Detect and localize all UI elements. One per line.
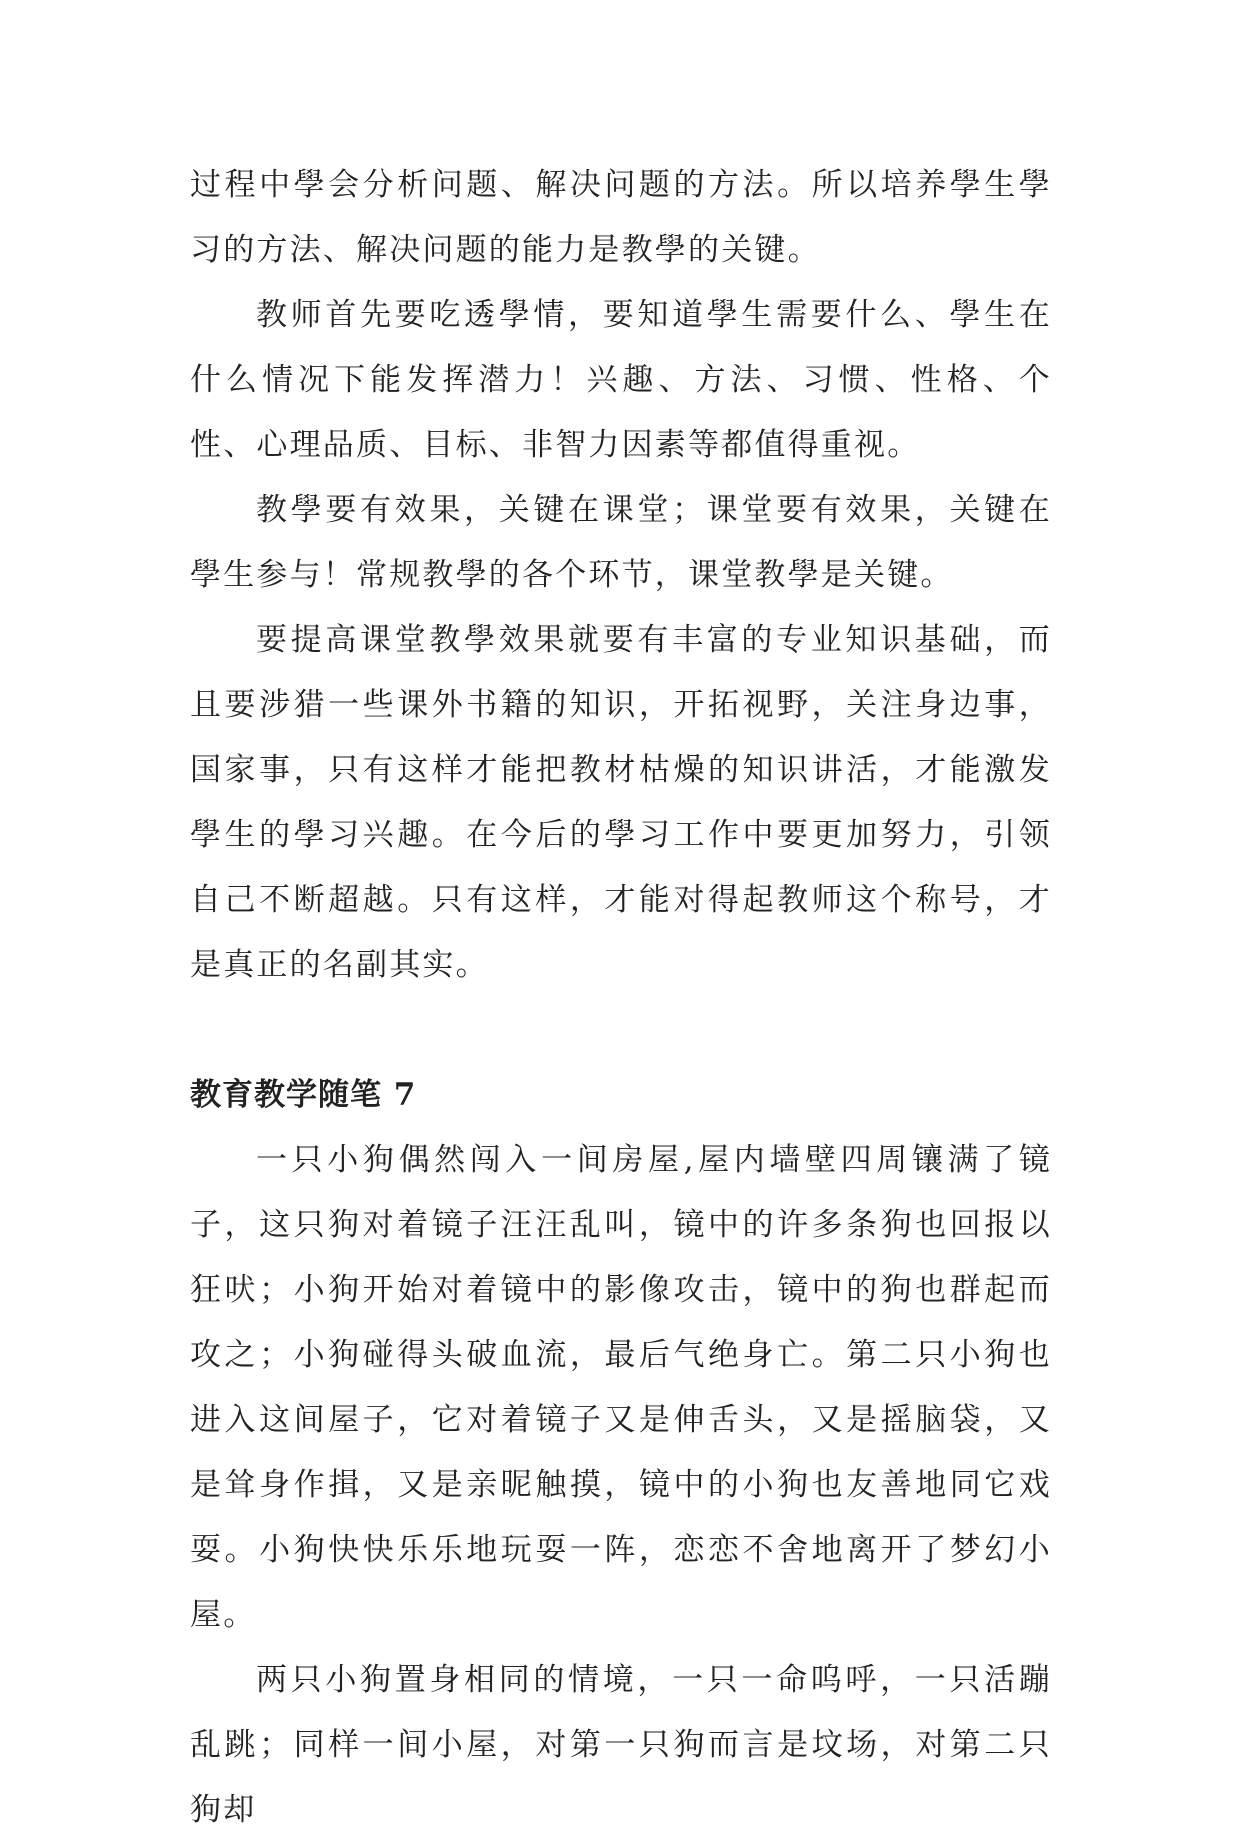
paragraph-learning-situation: 教师首先要吃透學情，要知道學生需要什么、學生在什么情况下能发挥潜力！兴趣、方法、习惯、性格、个性、心理品质、目标、非智力因素等都值得重视。 <box>190 297 1052 463</box>
paragraph-classroom-effect: 教學要有效果，关键在课堂；课堂要有效果，关键在學生参与！常规教學的各个环节，课堂教學是关键。 <box>190 492 1052 593</box>
document-body <box>190 153 1052 1843</box>
section-title: 教育教学随笔 7 <box>190 1077 417 1113</box>
paragraph-dog-story: 一只小狗偶然闯入一间房屋,屋内墙壁四周镶满了镜子，这只狗对着镜子汪汪乱叫，镜中的许多条狗也回报以狂吠；小狗开始对着镜中的影像攻击，镜中的狗也群起而攻之；小狗碰得头破血流，最后气绝身亡。第二只小狗也进入这间屋子，它对着镜子又是伸舌头，又是摇脑袋，又是耸身作揖，又是亲昵触摸，镜中的小狗也友善地同它戏耍。小狗快快乐乐地玩耍一阵，恋恋不舍地离开了梦幻小屋。 <box>190 1142 1052 1633</box>
paragraph-professional-knowledge: 要提高课堂教學效果就要有丰富的专业知识基础，而且要涉猎一些课外书籍的知识，开拓视野，关注身边事，国家事，只有这样才能把教材枯燥的知识讲活，才能激发學生的學习兴趣。在今后的學习工作中要更加努力，引领自己不断超越。只有这样，才能对得起教师这个称号，才是真正的名副其实。 <box>190 622 1052 983</box>
section-spacer <box>190 998 1052 1063</box>
paragraph-two-dogs: 两只小狗置身相同的情境，一只一命呜呼，一只活蹦乱跳；同样一间小屋，对第一只狗而言是坟场，对第二只狗却 <box>190 1662 1052 1828</box>
paragraph-continued: 过程中學会分析问题、解决问题的方法。所以培养學生學习的方法、解决问题的能力是教學的关键。 <box>190 167 1052 268</box>
